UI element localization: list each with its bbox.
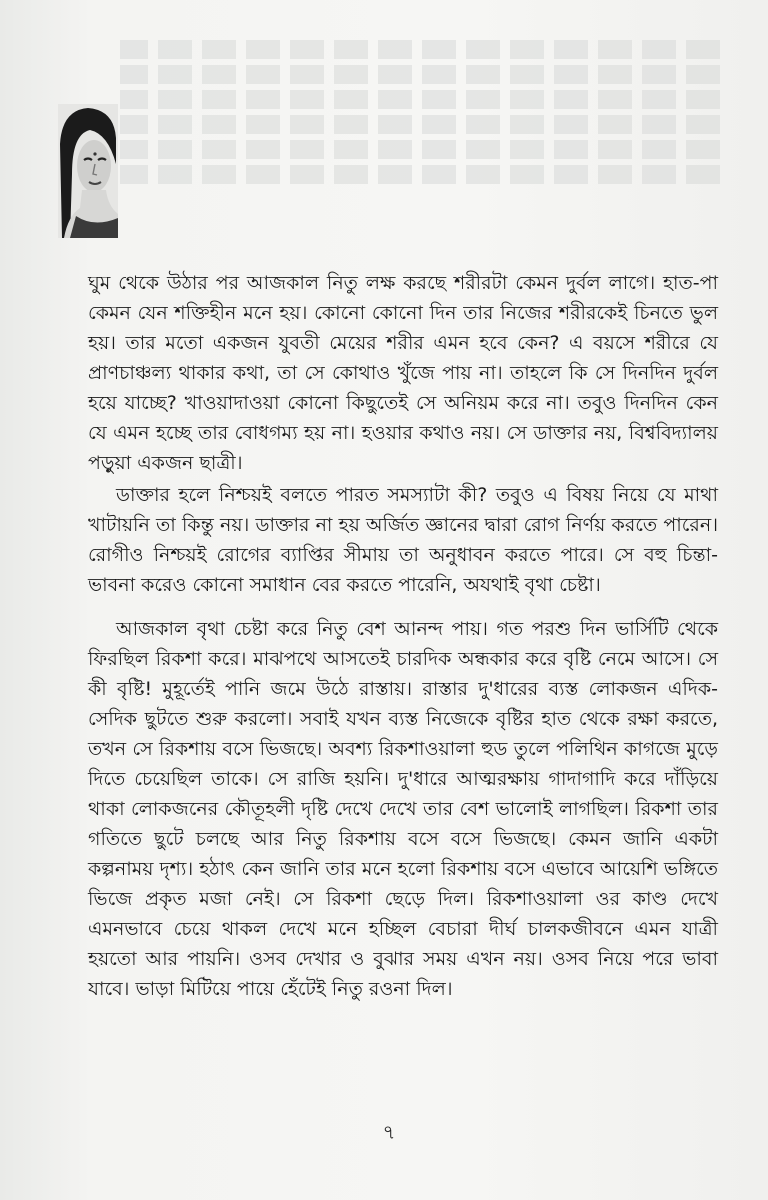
page-number: ৭: [382, 1120, 396, 1144]
paragraph-3: আজকাল বৃথা চেষ্টা করে নিতু বেশ আনন্দ পায়। গত পরশু দিন ভার্সিটি থেকে ফিরছিল রিকশা করে। মাঝপথে আসতেই চারদিক অন্ধকার করে বৃষ্টি নেমে আসে। সে কী বৃষ্টি! মুহূর্তেই পানি জমে উঠে রাস্তায়। রাস্তার দু'ধারের ব্যস্ত লোকজন এদিক-সেদিক ছুটতে শুরু করলো। সবাই যখন ব্যস্ত নিজেকে বৃষ্টির হাত থেকে রক্ষা করতে, তখন সে রিকশায় বসে ভিজছে। অবশ্য রিকশাওয়ালা হুড তুলে পলিথিন কাগজে মুড়ে দিতে চেয়েছিল তাকে। সে রাজি হয়নি। দু'ধারে আত্মরক্ষায় গাদাগাদি করে দাঁড়িয়ে থাকা লোকজনের কৌতূহলী দৃষ্টি দেখে দেখে তার বেশ ভালোই লাগছিল। রিকশা তার গতিতে ছুটে চলছে আর নিতু রিকশায় বসে বসে ভিজছে। কেমন জানি একটা কল্পনাময় দৃশ্য। হঠাৎ কেন জানি তার মনে হলো রিকশায় বসে এভাবে আয়েশি ভঙ্গিতে ভিজে প্রকৃত মজা নেই। সে রিকশা ছেড়ে দিল। রিকশাওয়ালা ওর কাণ্ড দেখে এমনভাবে চেয়ে থাকল দেখে মনে হচ্ছিল বেচারা দীর্ঘ চালকজীবনে এমন যাত্রী হয়তো আর পায়নি। ওসব দেখার ও বুঝার সময় এখন নয়। ওসব নিয়ে পরে ভাবা যাবে। ভাড়া মিটিয়ে পায়ে হেঁটেই নিতু রওনা দিল।: [88, 618, 718, 1000]
bleed-through-text: [120, 40, 720, 250]
body-text: [88, 268, 718, 1006]
paragraph-2: ডাক্তার হলে নিশ্চয়ই বলতে পারত সমস্যাটা কী? তবুও এ বিষয় নিয়ে যে মাথা খাটায়নি তা কিন্তু নয়। ডাক্তার না হয় অর্জিত জ্ঞানের দ্বারা রোগ নির্ণয় করতে পারেন। রোগীও নিশ্চয়ই রোগের ব্যাপ্তির সীমায় তা অনুধাবন করতে পারে। সে বহু চিন্তা-ভাবনা করেও কোনো সমাধান বের করতে পারেনি, অযথাই বৃথা চেষ্টা।: [88, 484, 718, 596]
author-portrait: [58, 104, 118, 238]
paragraph-1: ঘুম থেকে উঠার পর আজকাল নিতু লক্ষ করছে শরীরটা কেমন দুর্বল লাগে। হাত-পা কেমন যেন শক্তিহীন মনে হয়। কোনো কোনো দিন তার নিজের শরীরকেই চিনতে ভুল হয়। তার মতো একজন যুবতী মেয়ের শরীর এমন হবে কেন? এ বয়সে শরীরে যে প্রাণচাঞ্চল্য থাকার কথা, তা সে কোথাও খুঁজে পায় না। তাহলে কি সে দিনদিন দুর্বল হয়ে যাচ্ছে? খাওয়াদাওয়া কোনো কিছুতেই সে অনিয়ম করে না। তবুও দিনদিন কেন যে এমন হচ্ছে তার বোধগম্য হয় না। হওয়ার কথাও নয়। সে ডাক্তার নয়, বিশ্ববিদ্যালয় পড়ুয়া একজন ছাত্রী।: [88, 272, 718, 474]
portrait-image: [58, 104, 118, 238]
